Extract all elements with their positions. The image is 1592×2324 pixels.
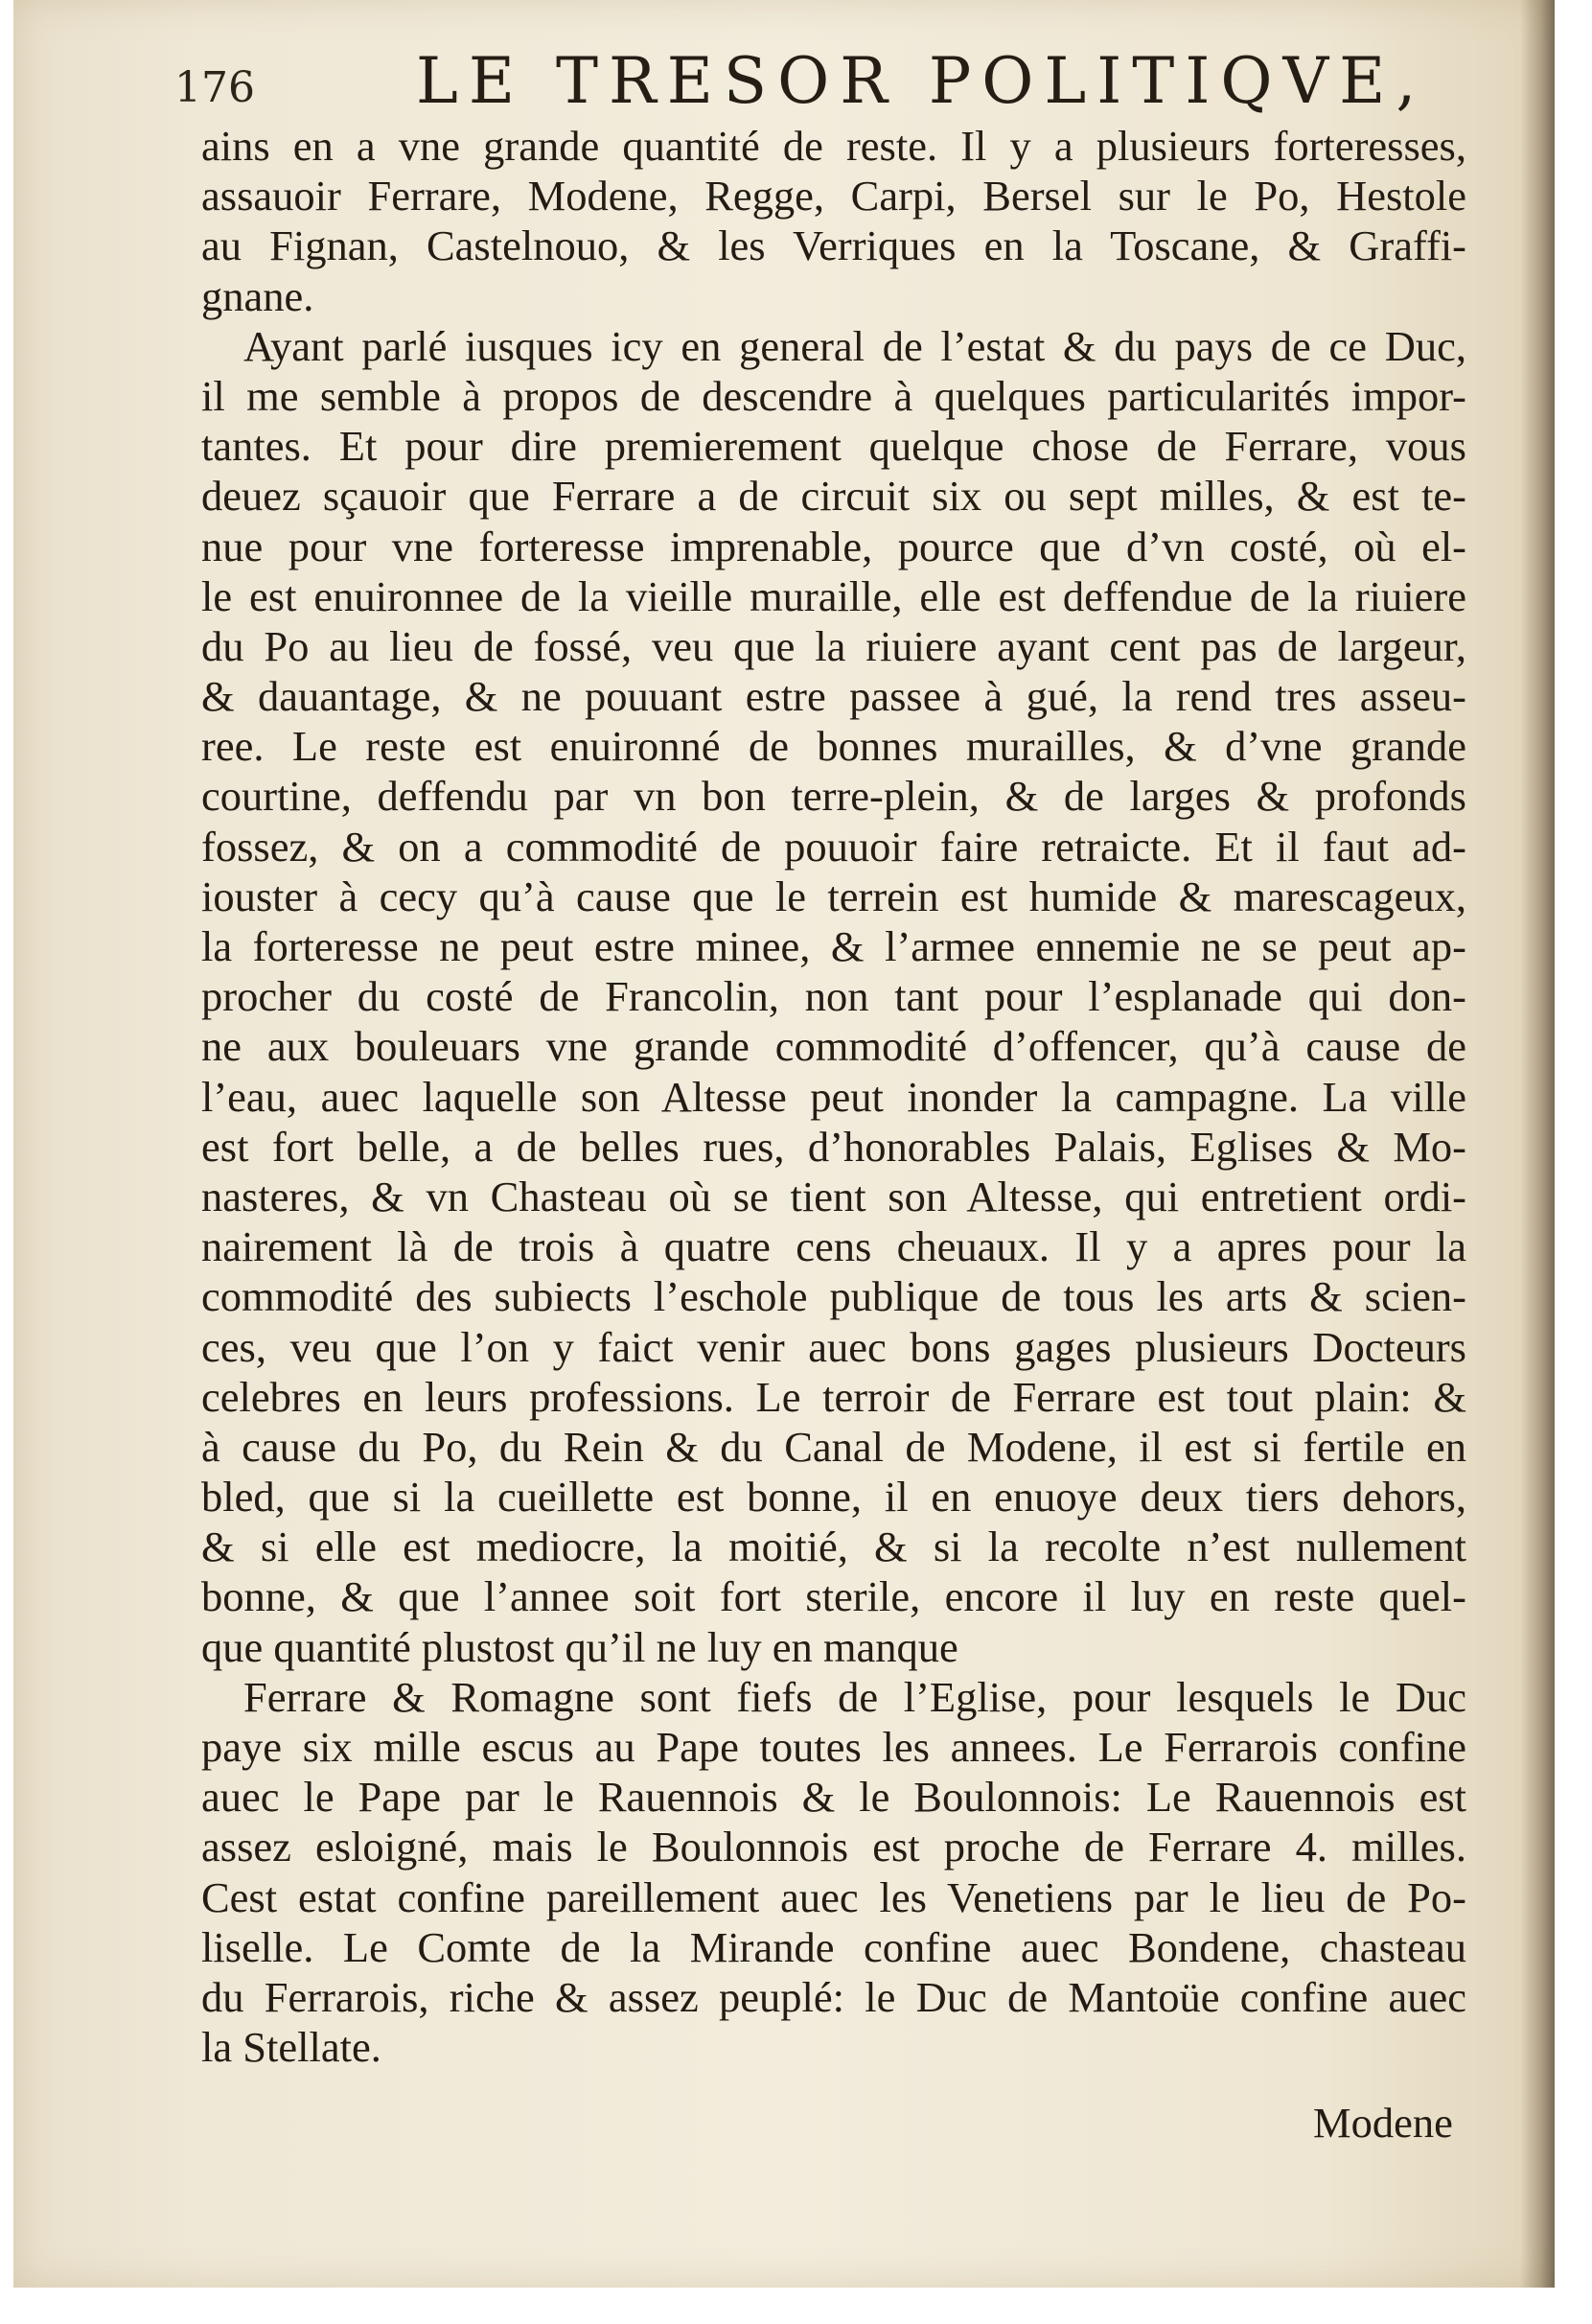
text-line: courtine, deffendu par vn bon terre-plein, & de larges & profonds [201,772,1466,821]
text-line: assauoir Ferrare, Modene, Regge, Carpi, Bersel sur le Po, Hestole [201,172,1466,221]
text-line: gnane. [201,271,314,320]
text-line: Ferrare & Romagne sont fiefs de l’Eglise, pour lesquels le Duc [243,1672,1466,1721]
text-line: commodité des subiects l’eschole publique de tous les arts & scien- [201,1272,1466,1321]
text-line: ne aux bouleuars vne grande commodité d’offencer, qu’à cause de [201,1022,1466,1071]
text-line: bonne, & que l’annee soit fort sterile, encore il luy en reste quel- [201,1572,1466,1621]
text-line: bled, que si la cueillette est bonne, il en enuoye deux tiers dehors, [201,1473,1466,1522]
text-line: paye six mille escus au Pape toutes les annees. Le Ferrarois confine [201,1723,1466,1771]
text-line: celebres en leurs professions. Le terroir de Ferrare est tout plain: & [201,1372,1466,1421]
text-line: deuez sçauoir que Ferrare a de circuit six ou sept milles, & est te- [201,472,1466,521]
text-line: il me semble à propos de descendre à quelques particularités impor- [201,371,1466,420]
catchword: Modene [1313,2099,1453,2147]
text-line: que quantité plustost qu’il ne luy en manque [201,1622,958,1671]
running-title: LE TRESOR POLITIQVE, [416,44,1427,118]
text-line: au Fignan, Castelnouo, & les Verriques en la Toscane, & Graffi- [201,221,1466,270]
text-line: le est enuironnee de la vieille muraille, elle est deffendue de la riuiere [201,571,1466,620]
text-line: du Po au lieu de fossé, veu que la riuiere ayant cent pas de largeur, [201,621,1466,670]
book-page [13,0,1555,2288]
text-line: Cest estat confine pareillement auec les Venetiens par le lieu de Po- [201,1872,1466,1921]
text-line: & si elle est mediocre, la moitié, & si la recolte n’est nullement [201,1522,1466,1571]
text-line: Ayant parlé iusques icy en general de l’estat & du pays de ce Duc, [243,321,1466,370]
text-line: liselle. Le Comte de la Mirande confine auec Bondene, chasteau [201,1922,1466,1971]
page-header [13,35,1555,121]
text-line: & dauantage, & ne pouuant estre passee à gué, la rend tres asseu- [201,672,1466,721]
text-line: ains en a vne grande quantité de reste. Il y a plusieurs forteresses, [201,122,1466,170]
text-line: nasteres, & vn Chasteau où se tient son Altesse, qui entretient ordi- [201,1172,1466,1220]
text-line: iouster à cecy qu’à cause que le terrein est humide & marescageux, [201,872,1466,920]
text-line: la Stellate. [201,2023,381,2072]
text-line: fossez, & on a commodité de pouuoir faire retraicte. Et il faut ad- [201,822,1466,871]
text-line: nairement là de trois à quatre cens cheuaux. Il y a apres pour la [201,1222,1466,1271]
text-line: nue pour vne forteresse imprenable, pource que d’vn costé, où el- [201,522,1466,570]
text-line: la forteresse ne peut estre minee, & l’armee ennemie ne se peut ap- [201,922,1466,970]
text-line: du Ferrarois, riche & assez peuplé: le Duc de Mantoüe confine auec [201,1972,1466,2021]
page-number: 176 [174,63,255,112]
text-line: ces, veu que l’on y faict venir auec bons gages plusieurs Docteurs [201,1322,1466,1371]
page-gutter-shadow [1520,0,1555,2288]
text-line: à cause du Po, du Rein & du Canal de Modene, il est si fertile en [201,1422,1466,1471]
text-line: est fort belle, a de belles rues, d’honorables Palais, Eglises & Mo- [201,1122,1466,1171]
text-line: tantes. Et pour dire premierement quelque chose de Ferrare, vous [201,422,1466,471]
text-line: ree. Le reste est enuironné de bonnes murailles, & d’vne grande [201,722,1466,771]
body-text [201,121,1466,2072]
text-line: procher du costé de Francolin, non tant pour l’esplanade qui don- [201,972,1466,1021]
text-line: auec le Pape par le Rauennois & le Boulonnois: Le Rauennois est [201,1773,1466,1822]
text-line: assez esloigné, mais le Boulonnois est proche de Ferrare 4. milles. [201,1823,1466,1871]
text-line: l’eau, auec laquelle son Altesse peut inonder la campagne. La ville [201,1072,1466,1121]
